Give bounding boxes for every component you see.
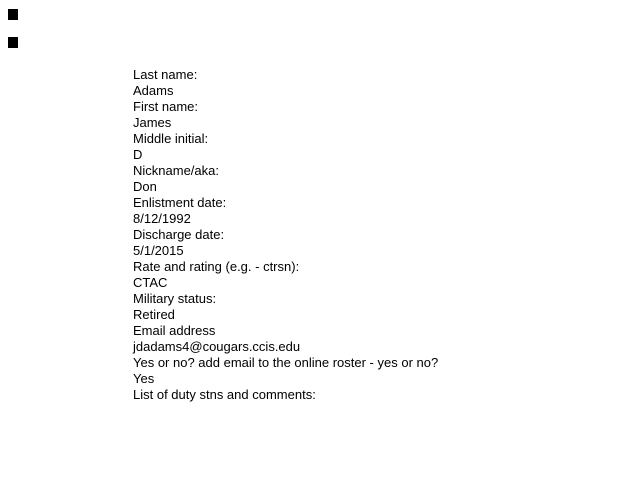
- field-label: List of duty stns and comments:: [133, 387, 316, 402]
- field-value: 8/12/1992: [133, 211, 191, 226]
- field-value: Adams: [133, 83, 174, 98]
- field-label: Yes or no? add email to the online roster - yes or no?: [133, 355, 439, 370]
- field-value: Don: [133, 179, 157, 194]
- scan-artifact-mark-icon: [8, 37, 18, 48]
- field-label: Nickname/aka:: [133, 163, 219, 178]
- field-value: Yes: [133, 371, 155, 386]
- field-value: 5/1/2015: [133, 243, 184, 258]
- field-value: James: [133, 115, 172, 130]
- field-label: Last name:: [133, 67, 198, 82]
- field-label: Middle initial:: [133, 131, 209, 146]
- scan-artifact-mark-icon: [8, 9, 18, 20]
- field-label: Email address: [133, 323, 216, 338]
- field-label: Military status:: [133, 291, 217, 306]
- field-value: Retired: [133, 307, 175, 322]
- field-label: Discharge date:: [133, 227, 225, 242]
- field-value: CTAC: [133, 275, 168, 290]
- field-label: Rate and rating (e.g. - ctrsn):: [133, 259, 300, 274]
- field-label: Enlistment date:: [133, 195, 227, 210]
- field-value: D: [133, 147, 143, 162]
- field-label: First name:: [133, 99, 199, 114]
- field-value: jdadams4@cougars.ccis.edu: [133, 339, 301, 354]
- roster-form-text: [133, 67, 438, 403]
